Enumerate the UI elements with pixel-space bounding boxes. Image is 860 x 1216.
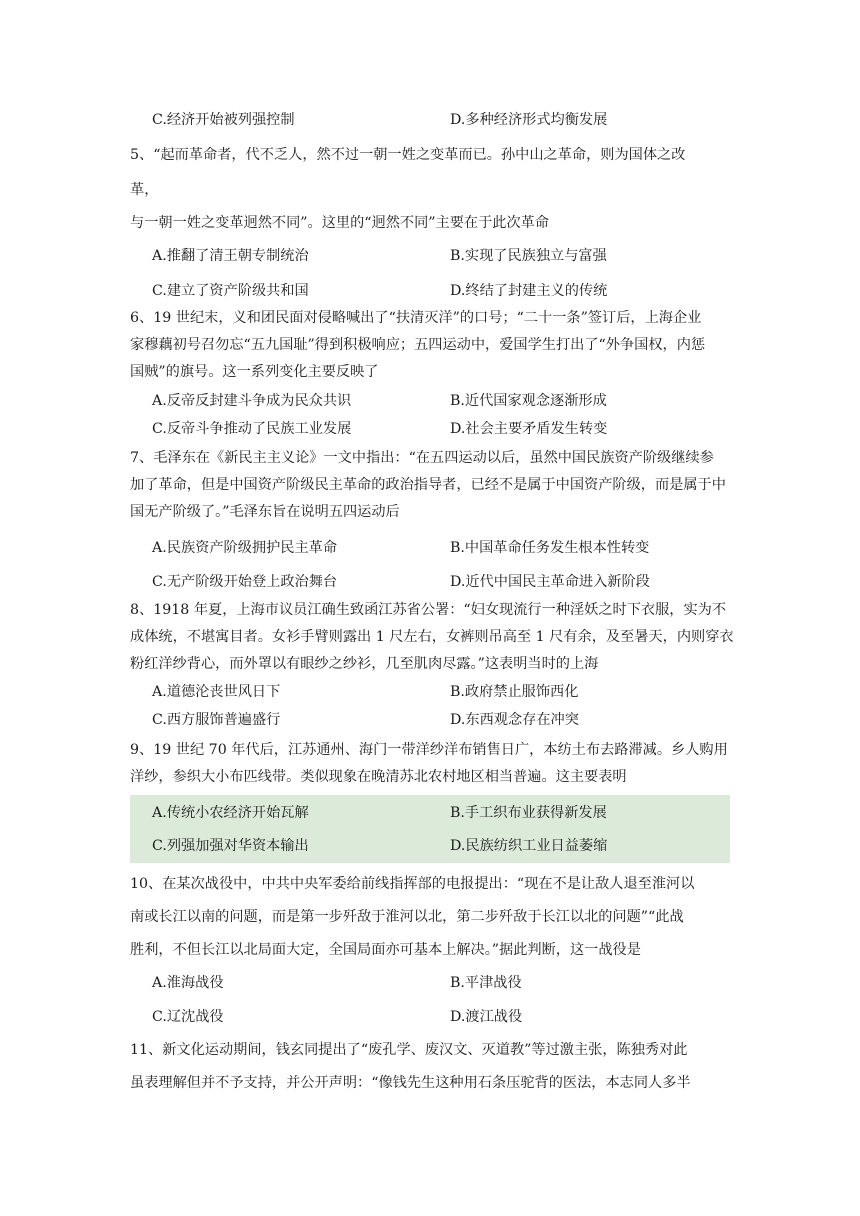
q5-stem-line-1: 5、“起而革命者，代不乏人，然不过一朝一姓之变革而已。孙中山之革命，则为国体之改: [130, 147, 686, 163]
q7-stem-line-1: 7、毛泽东在《新民主主义论》一文中指出：“在五四运动以后，虽然中国民族资产阶级继续参: [130, 450, 714, 466]
q7-stem-line-2: 加了革命，但是中国资产阶级民主革命的政治指导者，已经不是属于中国资产阶级，而是属于中: [130, 477, 726, 493]
q7-option-c[interactable]: C.无产阶级开始登上政治舞台: [152, 574, 338, 590]
q9-option-c[interactable]: C.列强加强对华资本输出: [152, 838, 309, 854]
q9-stem-line-2: 洋纱，参织大小布匹线带。类似现象在晚清苏北农村地区相当普遍。这主要表明: [130, 769, 627, 785]
q8-option-d[interactable]: D.东西观念存在冲突: [450, 712, 579, 728]
q7-option-a[interactable]: A.民族资产阶级拥护民主革命: [152, 540, 338, 556]
q8-option-b[interactable]: B.政府禁止服饰西化: [450, 684, 579, 700]
q6-stem-line-3: 国贼”的旗号。这一系列变化主要反映了: [130, 364, 379, 380]
q5-option-b[interactable]: B.实现了民族独立与富强: [450, 248, 607, 264]
q8-option-a[interactable]: A.道德沦丧世风日下: [152, 684, 281, 700]
q5-stem-line-3: 与一朝一姓之变革迥然不同”。这里的“迥然不同”主要在于此次革命: [130, 215, 550, 231]
q6-option-a[interactable]: A.反帝反封建斗争成为民众共识: [152, 393, 352, 409]
q8-stem-line-2: 成体统，不堪寓目者。女衫手臂则露出 1 尺左右，女裤则吊高至 1 尺有余，及至暑天，内则穿衣: [130, 629, 734, 645]
q7-stem-line-3: 国无产阶级了。”毛泽东旨在说明五四运动后: [130, 504, 400, 520]
q9-option-d[interactable]: D.民族纺织工业日益萎缩: [450, 838, 608, 854]
q10-option-a[interactable]: A.淮海战役: [152, 975, 224, 991]
q9-stem-line-1: 9、19 世纪 70 年代后，江苏通州、海门一带洋纱洋布销售日广，本纺土布去路滞减。乡人购用: [130, 742, 728, 758]
q6-option-c[interactable]: C.反帝斗争推动了民族工业发展: [152, 421, 352, 437]
q6-stem-line-2: 家穆藕初号召勿忘“五九国耻”得到积极响应；五四运动中，爱国学生打出了“外争国权，内惩: [130, 337, 706, 353]
q8-stem-line-1: 8、1918 年夏，上海市议员江确生致函江苏省公署：“妇女现流行一种淫妖之时下衣服，实为不: [130, 602, 727, 618]
q9-option-a[interactable]: A.传统小农经济开始瓦解: [152, 805, 309, 821]
q7-option-d[interactable]: D.近代中国民主革命进入新阶段: [450, 574, 650, 590]
q4-option-d[interactable]: D.多种经济形式均衡发展: [450, 112, 608, 128]
q10-option-d[interactable]: D.渡江战役: [450, 1009, 523, 1025]
q6-option-d[interactable]: D.社会主要矛盾发生转变: [450, 421, 608, 437]
q10-stem-line-1: 10、在某次战役中，中共中央军委给前线指挥部的电报提出：“现在不是让敌人退至淮河以: [130, 876, 695, 892]
q6-stem-line-1: 6、19 世纪末，义和团民面对侵略喊出了“扶清灭洋”的口号；“二十一条”签订后，上海企业: [130, 310, 702, 326]
q10-option-c[interactable]: C.辽沈战役: [152, 1009, 224, 1025]
q5-option-d[interactable]: D.终结了封建主义的传统: [450, 283, 608, 299]
q7-option-b[interactable]: B.中国革命任务发生根本性转变: [450, 540, 650, 556]
q6-option-b[interactable]: B.近代国家观念逐渐形成: [450, 393, 607, 409]
q9-option-b[interactable]: B.手工织布业获得新发展: [450, 805, 607, 821]
q8-option-c[interactable]: C.西方服饰普遍盛行: [152, 712, 281, 728]
q5-option-c[interactable]: C.建立了资产阶级共和国: [152, 283, 309, 299]
q10-option-b[interactable]: B.平津战役: [450, 975, 522, 991]
q11-stem-line-1: 11、新文化运动期间，钱玄同提出了“废孔学、废汉文、灭道教”等过激主张，陈独秀对此: [130, 1042, 688, 1058]
q11-stem-line-2: 虽表理解但并不予支持，并公开声明：“像钱先生这种用石条压驼背的医法，本志同人多半: [130, 1075, 691, 1091]
q5-stem-line-2: 革，: [130, 182, 159, 198]
q10-stem-line-3: 胜利，不但长江以北局面大定，全国局面亦可基本上解决。”据此判断，这一战役是: [130, 942, 641, 958]
q5-option-a[interactable]: A.推翻了清王朝专制统治: [152, 248, 309, 264]
q8-stem-line-3: 粉红洋纱背心，而外罩以有眼纱之纱衫，几至肌肉尽露。”这表明当时的上海: [130, 656, 599, 672]
q4-option-c[interactable]: C.经济开始被列强控制: [152, 112, 295, 128]
q10-stem-line-2: 南或长江以南的问题，而是第一步歼敌于淮河以北，第二步歼敌于长江以北的问题”“此战: [130, 909, 684, 925]
